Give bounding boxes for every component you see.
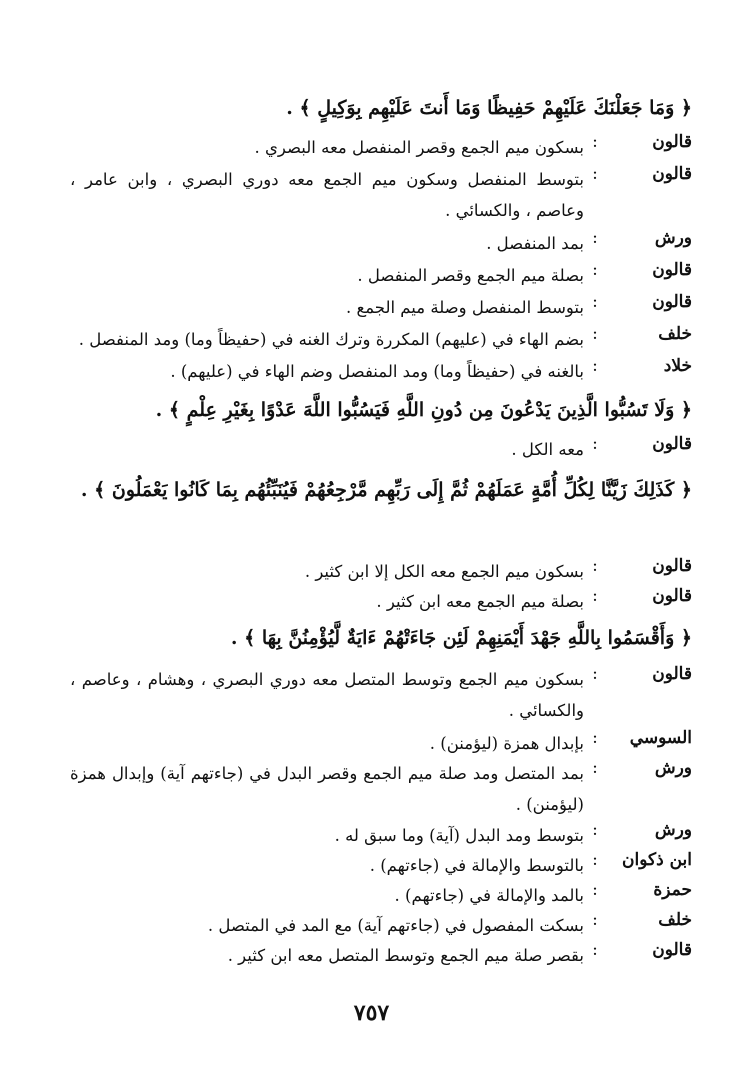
reading-row [70,940,692,971]
reader-name: ورش [654,758,692,778]
reading-row [70,164,692,226]
reading-text: بسكون ميم الجمع معه الكل إلا ابن كثير . [304,562,584,581]
reading-text: بالغنه في (حفيظاً وما) ومد المنفصل وضم الهاء في (عليهم) . [170,362,584,381]
page-number: ٧٥٧ [353,1000,390,1026]
colon: : [592,132,598,152]
colon: : [592,292,598,312]
colon: : [592,880,598,900]
reading-row [70,292,692,323]
quran-verse-4: ﴿ وَأَقْسَمُوا بِاللَّهِ جَهْدَ أَيْمَنِهِمْ لَئِن جَاءَتْهُمْ ءَايَةٌ لَّيُؤْمِنُنَّ بِهَا ﴾ . [230,627,692,649]
reading-text: بسكون ميم الجمع وقصر المنفصل معه البصري . [254,138,584,157]
colon: : [592,324,598,344]
reading-row [70,910,692,941]
reading-row [70,880,692,911]
colon: : [592,758,598,778]
reading-row [70,758,692,820]
reader-name: قالون [652,664,692,684]
reader-name: قالون [652,132,692,152]
colon: : [592,356,598,376]
colon: : [592,260,598,280]
reading-text: بصلة ميم الجمع معه ابن كثير . [376,592,584,611]
reader-name: قالون [652,260,692,280]
reading-text: بتوسط المنفصل وسكون ميم الجمع معه دوري البصري ، وابن عامر ، وعاصم ، والكسائي . [70,170,584,220]
reading-text: بالمد والإمالة في (جاءتهم) . [394,886,584,905]
reader-name: قالون [652,434,692,454]
colon: : [592,434,598,454]
quran-verse-2: ﴿ وَلَا تَسُبُّوا الَّذِينَ يَدْعُونَ مِن دُونِ اللَّهِ فَيَسُبُّوا اللَّهَ عَدْوًا بِغَيْرِ عِلْمٍ ﴾ . [155,399,692,421]
reading-text: بصلة ميم الجمع وقصر المنفصل . [357,266,584,285]
reader-name: ورش [654,228,692,248]
reader-name: ابن ذكوان [622,850,692,870]
reading-row [70,324,692,355]
reader-name: خلاد [663,356,692,376]
colon: : [592,940,598,960]
colon: : [592,910,598,930]
reading-row [70,356,692,387]
quran-verse-3: ﴿ كَذَلِكَ زَيَّنَّا لِكُلِّ أُمَّةٍ عَمَلَهُمْ ثُمَّ إِلَى رَبِّهِم مَّرْجِعُهُمْ فَيُنَبِّئُهُم بِمَا كَانُوا يَعْمَلُونَ ﴾ . [80,479,692,501]
reading-text: بتوسط ومد البدل (آية) وما سبق له . [334,826,584,845]
reading-row [70,820,692,851]
reading-row [70,434,692,465]
reading-text: بضم الهاء في (عليهم) المكررة وترك الغنه في (حفيظاً وما) ومد المنفصل . [78,330,584,349]
colon: : [592,664,598,684]
reading-text: معه الكل . [511,440,584,459]
reading-row [70,728,692,759]
colon: : [592,850,598,870]
reading-text: بقصر صلة ميم الجمع وتوسط المتصل معه ابن كثير . [227,946,584,965]
colon: : [592,728,598,748]
reading-text: بتوسط المنفصل وصلة ميم الجمع . [345,298,584,317]
reader-name: قالون [652,292,692,312]
reader-name: حمزة [653,880,692,900]
reader-name: خلف [658,324,692,344]
reader-name: قالون [652,586,692,606]
reader-name: قالون [652,164,692,184]
reading-row [70,586,692,617]
reader-name: قالون [652,940,692,960]
colon: : [592,164,598,184]
reading-text: بمد المنفصل . [486,234,584,253]
reading-text: بسكون ميم الجمع وتوسط المتصل معه دوري البصري ، وهشام ، وعاصم ، والكسائي . [70,670,584,720]
reader-name: ورش [654,820,692,840]
reading-text: بالتوسط والإمالة في (جاءتهم) . [369,856,584,875]
reading-row [70,228,692,259]
reading-row [70,556,692,587]
reader-name: قالون [652,556,692,576]
reading-text: بإبدال همزة (ليؤمنن) . [429,734,584,753]
reading-row [70,132,692,163]
colon: : [592,820,598,840]
reading-row [70,260,692,291]
reader-name: السوسي [629,728,692,748]
colon: : [592,228,598,248]
reading-row [70,850,692,881]
colon: : [592,556,598,576]
colon: : [592,586,598,606]
quran-verse-1: ﴿ وَمَا جَعَلْنَكَ عَلَيْهِمْ حَفِيظًا وَمَا أَنتَ عَلَيْهِم بِوَكِيلٍ ﴾ . [286,97,692,119]
reader-name: خلف [658,910,692,930]
reading-text: بسكت المفصول في (جاءتهم آية) مع المد في المتصل . [207,916,584,935]
reading-row [70,664,692,726]
reading-text: بمد المتصل ومد صلة ميم الجمع وقصر البدل في (جاءتهم آية) وإبدال همزة (ليؤمنن) . [70,764,584,814]
